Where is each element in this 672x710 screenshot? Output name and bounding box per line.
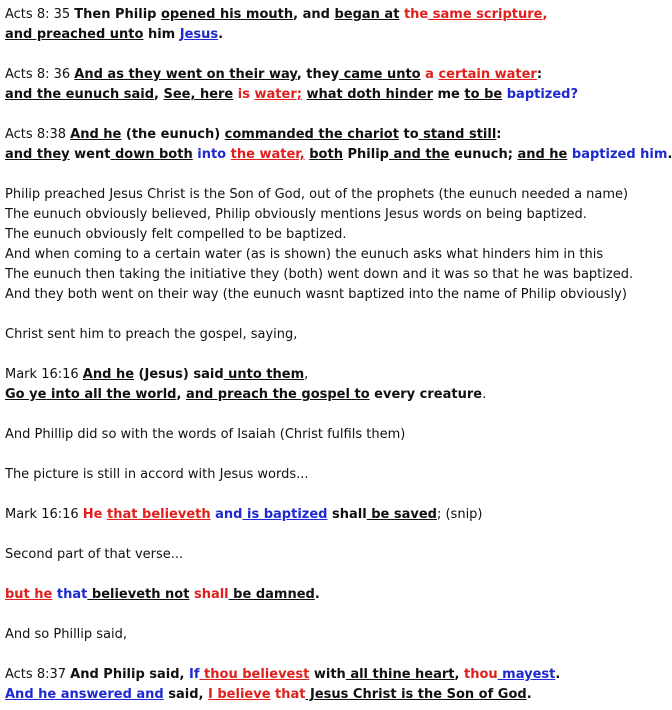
- verse-text: ; (snip): [436, 507, 483, 522]
- verse-text: And he: [82, 367, 135, 382]
- verse-text: .: [218, 27, 224, 42]
- verse-text: said,: [163, 687, 208, 702]
- verse-mark-16-16-line-2: [5, 385, 486, 405]
- verse-text: down both: [110, 147, 193, 162]
- verse-text: thou: [464, 667, 498, 682]
- remark-second: Second part of that verse...: [5, 547, 184, 562]
- verse-text: that: [52, 587, 88, 602]
- verse-text: Then Philip: [74, 7, 161, 22]
- verse-text: ,: [304, 367, 309, 382]
- verse-text: And he: [70, 127, 122, 142]
- verse-text: went: [69, 147, 111, 162]
- verse-text: and he: [517, 147, 568, 162]
- commentary-line: Philip preached Jesus Christ is the Son of God, out of the prophets (the eunuch needed a name): [5, 187, 629, 202]
- remark-phillip: And so Phillip said,: [5, 627, 128, 642]
- verse-text: ,: [154, 87, 164, 102]
- verse-text: both: [309, 147, 343, 162]
- verse-text: And he answered and: [5, 687, 164, 702]
- verse-text: See, here: [163, 87, 234, 102]
- verse-text: be damned: [228, 587, 315, 602]
- verse-text: I believe: [208, 687, 271, 702]
- verse-text: .: [526, 687, 532, 702]
- verse-ref: Acts 8: 36: [5, 67, 75, 82]
- verse-text: that believeth: [107, 507, 211, 522]
- verse-acts-8-38-line-2: [5, 145, 672, 165]
- commentary-line: And when coming to a certain water (as is shown) the eunuch asks what hinders him in this: [5, 247, 604, 262]
- verse-text: baptized him: [571, 147, 668, 162]
- verse-acts-8-38-line-1: [5, 125, 502, 145]
- verse-text: ,: [176, 387, 186, 402]
- verse-text: If: [189, 667, 200, 682]
- verse-text: and the eunuch said: [5, 87, 155, 102]
- verse-damned: [5, 585, 320, 605]
- verse-text: the: [399, 7, 429, 22]
- verse-acts-8-36-line-2: [5, 85, 578, 105]
- verse-text: a: [420, 67, 439, 82]
- verse-text: ,: [454, 667, 464, 682]
- verse-text: .: [555, 667, 561, 682]
- commentary-line: The eunuch obviously believed, Philip obviously mentions Jesus words on being baptized.: [5, 207, 587, 222]
- verse-acts-8-37-line-2: [5, 685, 532, 705]
- verse-text: is: [233, 87, 255, 102]
- verse-text: .: [667, 147, 672, 162]
- verse-text: (the eunuch): [121, 127, 225, 142]
- verse-text: :: [496, 127, 502, 142]
- verse-text: to: [398, 127, 419, 142]
- verse-text: commanded the chariot: [224, 127, 399, 142]
- verse-text: is baptized: [242, 507, 328, 522]
- verse-text: began at: [334, 7, 400, 22]
- verse-text: be saved: [366, 507, 437, 522]
- verse-text: And Philip said,: [70, 667, 190, 682]
- verse-text: shall: [189, 587, 229, 602]
- verse-text: baptized?: [506, 87, 579, 102]
- verse-text: He: [82, 507, 108, 522]
- verse-mark-16-16-second: [5, 505, 483, 525]
- verse-text: that: [270, 687, 306, 702]
- verse-ref: Mark 16:16: [5, 507, 83, 522]
- verse-text: Philip: [342, 147, 389, 162]
- commentary-line: The eunuch obviously felt compelled to be baptized.: [5, 227, 347, 242]
- verse-text: stand still: [418, 127, 497, 142]
- verse-ref: Acts 8:38: [5, 127, 71, 142]
- verse-text: :: [536, 67, 543, 82]
- verse-text: to be: [464, 87, 503, 102]
- commentary-line: And they both went on their way (the eunuch wasnt baptized into the name of Philip obviously): [5, 287, 627, 302]
- verse-ref: Acts 8: 35: [5, 7, 75, 22]
- verse-text: ;: [507, 147, 518, 162]
- verse-text: believeth not: [87, 587, 190, 602]
- verse-text: Jesus Christ is the Son of God: [305, 687, 527, 702]
- verse-text: me: [432, 87, 465, 102]
- verse-acts-8-37-line-1: [5, 665, 560, 685]
- verse-text: ,: [542, 7, 548, 22]
- verse-text: and: [210, 507, 243, 522]
- verse-text: and the: [388, 147, 450, 162]
- verse-text: And as they went on their way: [74, 67, 297, 82]
- remark-isaiah: And Phillip did so with the words of Isaiah (Christ fulfils them): [5, 427, 406, 442]
- remark-sent: Christ sent him to preach the gospel, saying,: [5, 327, 298, 342]
- verse-acts-8-36-line-1: [5, 65, 542, 85]
- verse-text: opened his mouth: [160, 7, 294, 22]
- verse-text: same scripture: [428, 7, 543, 22]
- verse-text: , they: [296, 67, 340, 82]
- remark-picture: The picture is still in accord with Jesus words...: [5, 467, 309, 482]
- verse-text: , and: [293, 7, 335, 22]
- verse-text: into: [192, 147, 231, 162]
- verse-text: every creature: [369, 387, 483, 402]
- verse-ref: Mark 16:16: [5, 367, 83, 382]
- verse-text: and preached unto: [5, 27, 144, 42]
- verse-text: .: [482, 387, 487, 402]
- verse-text: (Jesus) said: [134, 367, 224, 382]
- verse-text: what doth hinder: [306, 87, 433, 102]
- verse-text: eunuch: [449, 147, 508, 162]
- verse-text: but he: [5, 587, 53, 602]
- verse-text: shall: [327, 507, 367, 522]
- verse-text: thou believest: [199, 667, 310, 682]
- verse-text: the water,: [230, 147, 305, 162]
- verse-text: mayest: [497, 667, 556, 682]
- verse-text: and they: [5, 147, 70, 162]
- verse-text: all thine heart: [345, 667, 455, 682]
- verse-acts-8-35-line-1: [5, 5, 547, 25]
- verse-text: unto them: [223, 367, 305, 382]
- verse-text: certain water: [438, 67, 537, 82]
- verse-ref: Acts 8:37: [5, 667, 71, 682]
- verse-acts-8-35-line-2: [5, 25, 223, 45]
- verse-text: came unto: [339, 67, 421, 82]
- verse-text: water;: [254, 87, 302, 102]
- verse-text: him: [143, 27, 180, 42]
- verse-mark-16-16-line-1: [5, 365, 308, 385]
- commentary-line: The eunuch then taking the initiative they (both) went down and it was so that he was baptized.: [5, 267, 634, 282]
- verse-text: and preach the gospel to: [185, 387, 370, 402]
- verse-text: Jesus: [179, 27, 219, 42]
- verse-text: .: [314, 587, 320, 602]
- verse-text: Go ye into all the world: [5, 387, 177, 402]
- verse-text: with: [309, 667, 346, 682]
